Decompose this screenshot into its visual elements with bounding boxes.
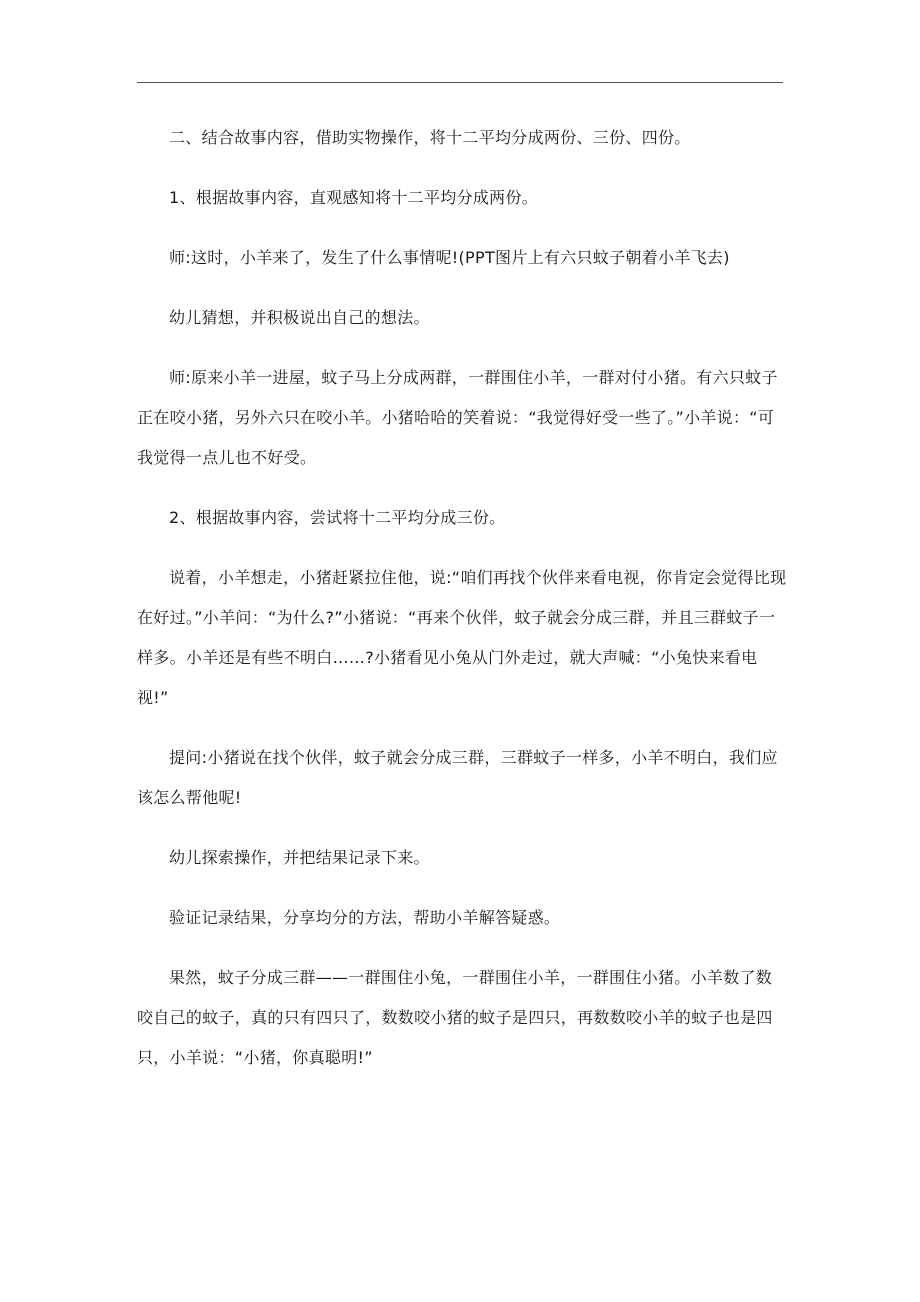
paragraph-children-guess: 幼儿猜想，并积极说出自己的想法。 — [169, 308, 430, 327]
paragraph-story-continued: 说着，小羊想走，小猪赶紧拉住他，说:“咱们再找个伙伴来看电视，你肯定会觉得比现在好过。”小羊问：“为什么?”小猪说：“再来个伙伴，蚊子就会分成三群，并且三群蚊子一样多。小羊还是有些不明白……?小猪看见小兔从门外走过，就大声喊：“小兔快来看电视!” — [137, 568, 787, 707]
paragraph-question: 提问:小猪说在找个伙伴，蚊子就会分成三群，三群蚊子一样多，小羊不明白，我们应该怎么帮他呢! — [137, 748, 778, 807]
paragraph-children-explore: 幼儿探索操作，并把结果记录下来。 — [169, 848, 430, 867]
heading-section-two: 二、结合故事内容，借助实物操作，将十二平均分成两份、三份、四份。 — [169, 128, 691, 147]
paragraph-teacher-question: 师:这时，小羊来了，发生了什么事情呢!(PPT图片上有六只蚊子朝着小羊飞去) — [169, 248, 730, 267]
paragraph-teacher-story: 师:原来小羊一进屋，蚊子马上分成两群，一群围住小羊，一群对付小猪。有六只蚊子正在咬小猪，另外六只在咬小羊。小猪哈哈的笑着说：“我觉得好受一些了。”小羊说：“可我觉得一点儿也不好受。 — [137, 368, 778, 467]
header-rule — [137, 82, 783, 83]
paragraph-verify-results: 验证记录结果，分享均分的方法，帮助小羊解答疑惑。 — [169, 908, 561, 927]
document-body — [137, 118, 787, 1098]
subheading-step-two: 2、根据故事内容，尝试将十二平均分成三份。 — [169, 508, 506, 527]
paragraph-story-conclusion: 果然，蚊子分成三群——一群围住小兔，一群围住小羊，一群围住小猪。小羊数了数咬自己的蚊子，真的只有四只了，数数咬小猪的蚊子是四只，再数数咬小羊的蚊子也是四只，小羊说：“小猪，你真聪明!” — [137, 968, 773, 1067]
subheading-step-one: 1、根据故事内容，直观感知将十二平均分成两份。 — [169, 188, 539, 207]
